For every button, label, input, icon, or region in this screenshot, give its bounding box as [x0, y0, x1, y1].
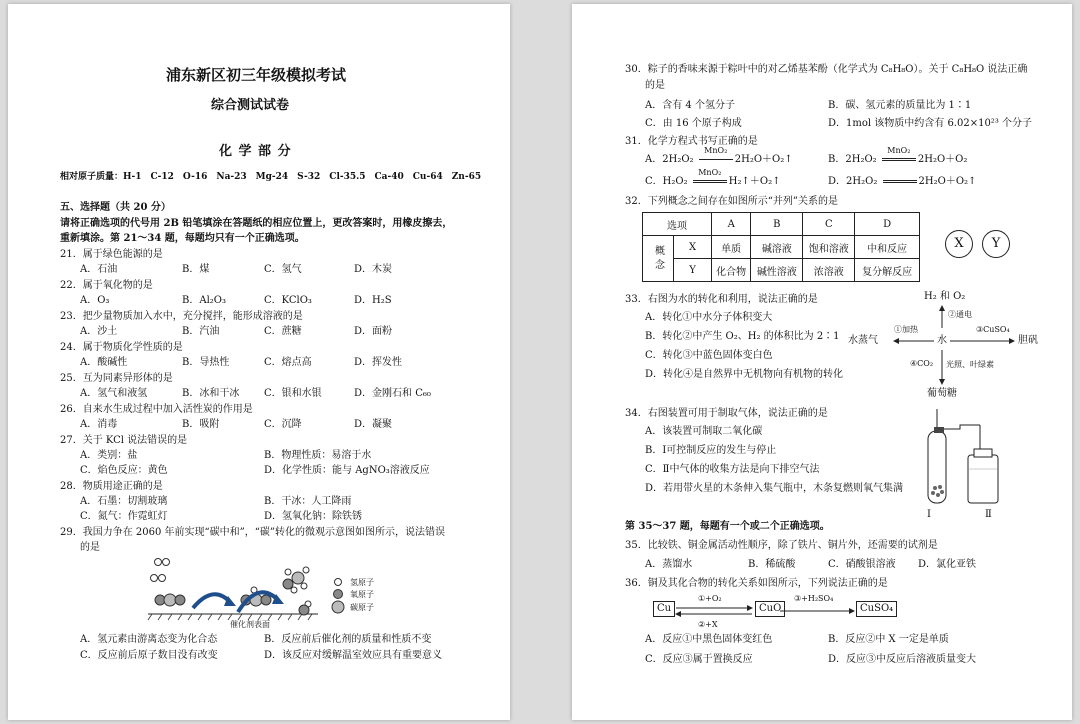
option-a: A．反应①中黑色固体变红色	[645, 634, 773, 645]
equation-option-c: C．H₂O₂ MnO₂ H₂↑＋O₂↑	[645, 168, 781, 187]
atomic-masses: 相对原子质量：H-1 C-12 O-16 Na-23 Mg-24 S-32 Cl-35.5 Ca-40 Cu-64 Zn-65	[60, 172, 482, 182]
table-header: B	[751, 213, 803, 236]
option-d: D．面粉	[354, 326, 393, 337]
option-a: A．沙土	[80, 326, 118, 337]
q29-diagram	[138, 556, 438, 628]
oxygen-atom	[283, 579, 293, 589]
label-II: Ⅱ	[985, 509, 992, 520]
section-title: 化 学 部 分	[219, 144, 292, 159]
arrow-label-2: ②通电	[948, 310, 972, 319]
option-c: C．转化③中蓝色固体变白色	[645, 350, 773, 361]
question-stem: 27．关于 KCl 说法错误的是	[60, 435, 188, 446]
equation-option-b: B．2H₂O₂ MnO₂ 2H₂O＋O₂	[828, 146, 968, 165]
water-arrows	[872, 302, 1052, 392]
table-cell: 碱溶液	[751, 236, 803, 259]
node-cu: Cu	[653, 601, 675, 617]
step-1-label: ①+O₂	[698, 594, 722, 603]
question-stem: 32．下列概念之间存在如图所示“并列”关系的是	[625, 196, 838, 207]
table-header: 选项	[643, 213, 712, 236]
option-a: A．消毒	[80, 419, 118, 430]
option-b: B．稀硫酸	[748, 559, 796, 570]
node-cuso4: CuSO₄	[856, 601, 897, 617]
option-a: A．石墨：切割玻璃	[80, 496, 168, 507]
question-stem: 31．化学方程式书写正确的是	[625, 136, 758, 147]
option-c: C．反应前后原子数目没有改变	[80, 650, 218, 661]
concept-label: 概念	[643, 236, 674, 282]
question-stem: 28．物质用途正确的是	[60, 481, 163, 492]
oxygen-atom	[175, 595, 185, 605]
question-stem: 35．比较铁、铜金属活动性顺序，除了铁片、铜片外，还需要的试剂是	[625, 540, 938, 551]
hydrogen-atom	[163, 559, 170, 566]
option-c: C．由 16 个原子构成	[645, 118, 742, 129]
option-a: A．石油	[80, 264, 118, 275]
option-a: A．O₃	[80, 295, 110, 306]
option-d: D．该反应对缓解温室效应具有重要意义	[264, 650, 443, 661]
arrow-label-4b: 光照、叶绿素	[946, 360, 994, 369]
question-stem: 34．右图装置可用于制取气体，说法正确的是	[625, 408, 828, 419]
legend-oxygen: 氧原子	[350, 590, 374, 599]
legend-carbon: 碳原子	[350, 603, 374, 612]
table-header: C	[803, 213, 855, 236]
option-b: B．汽油	[182, 326, 220, 337]
label-I: Ⅰ	[927, 509, 931, 520]
question-stem: 23．把少量物质加入水中，充分搅拌，能形成溶液的是	[60, 311, 303, 322]
option-d: D．反应③中反应后溶液质量变大	[828, 654, 977, 665]
hydrogen-atom	[291, 587, 297, 593]
option-c: C．银和水银	[264, 388, 322, 399]
stopper	[934, 427, 944, 433]
circle-x: X	[945, 230, 973, 258]
question-stem: 22．属于氧化物的是	[60, 280, 153, 291]
diagram-water: 水	[937, 335, 947, 346]
option-d: D．金刚石和 C₆₀	[354, 388, 431, 399]
question-stem: 26．自来水生成过程中加入活性炭的作用是	[60, 404, 253, 415]
part-title: 五、选择题（共 20 分）	[60, 202, 171, 213]
copper-chain-arrows	[672, 602, 862, 622]
concept-table	[642, 212, 920, 282]
diagram-glucose: 葡萄糖	[927, 388, 957, 399]
table-cell: 浓溶液	[803, 259, 855, 282]
question-stem: 30．粽子的香味来源于粽叶中的对乙烯基苯酚（化学式为 C₈H₈O）。关于 C₈H₈O 说法正确	[625, 64, 1028, 75]
option-b: B．碳、氢元素的质量比为 1∶1	[828, 100, 972, 111]
option-c: C．焰色反应：黄色	[80, 465, 168, 476]
option-b: B．反应②中 X 一定是单质	[828, 634, 949, 645]
question-stem-cont: 的是	[80, 542, 100, 553]
legend-carbon-swatch	[332, 601, 344, 613]
exam-title: 浦东新区初三年级模拟考试	[166, 66, 347, 84]
legend-hydrogen-swatch	[335, 579, 342, 586]
exam-page-right	[572, 4, 1072, 720]
option-d: D．凝聚	[354, 419, 393, 430]
gas-apparatus	[912, 409, 1032, 509]
option-b: B．冰和干冰	[182, 388, 240, 399]
hydrogen-atom	[303, 567, 309, 573]
option-b: B．Ⅰ可控制反应的发生与停止	[645, 445, 777, 456]
table-header: D	[855, 213, 920, 236]
table-cell: 饱和溶液	[803, 236, 855, 259]
option-b: B．干冰：人工降雨	[264, 496, 352, 507]
legend-oxygen-swatch	[334, 590, 343, 599]
table-cell: Y	[674, 259, 712, 282]
exam-subtitle: 综合测试试卷	[211, 98, 290, 113]
option-b: B．吸附	[182, 419, 220, 430]
question-stem: 36．铜及其化合物的转化关系如图所示，下列说法正确的是	[625, 578, 888, 589]
option-d: D．氯化亚铁	[918, 559, 977, 570]
option-d: D．木炭	[354, 264, 393, 275]
question-stem: 21．属于绿色能源的是	[60, 249, 163, 260]
table-cell: 中和反应	[855, 236, 920, 259]
equation-option-a: A．2H₂O₂ MnO₂ 2H₂O＋O₂↑	[645, 146, 793, 165]
gas-jar-II	[968, 455, 998, 503]
diagram-blue-vitriol: 胆矾	[1018, 335, 1038, 346]
option-c: C．KClO₃	[264, 295, 312, 306]
option-c: C．氢气	[264, 264, 302, 275]
option-b: B．煤	[182, 264, 210, 275]
option-a: A．类别：盐	[80, 450, 138, 461]
arrow-label-1: ①加热	[894, 325, 918, 334]
diagram-h2-o2: H₂ 和 O₂	[924, 291, 966, 302]
option-d: D．挥发性	[354, 357, 403, 368]
option-a: A．酸碱性	[80, 357, 128, 368]
hydrogen-atom	[159, 575, 166, 582]
hydrogen-atom	[155, 559, 162, 566]
arrow-label-3: ③CuSO₄	[976, 325, 1010, 334]
option-d: D．若用带火星的木条伸入集气瓶中，木条复燃则氧气集满	[645, 483, 904, 494]
part2-title: 第 35～37 题，每题有一个或二个正确选项。	[625, 521, 830, 532]
option-a: A．该装置可制取二氧化碳	[645, 426, 763, 437]
oxygen-atom	[261, 595, 271, 605]
hydrogen-atom	[301, 583, 307, 589]
option-b: B．反应前后催化剂的质量和性质不变	[264, 634, 432, 645]
legend-hydrogen: 氢原子	[350, 578, 374, 587]
table-cell: 碱性溶液	[751, 259, 803, 282]
option-c: C．氮气：作霓虹灯	[80, 511, 168, 522]
table-header: A	[712, 213, 751, 236]
option-c: C．反应③属于置换反应	[645, 654, 753, 665]
table-cell: X	[674, 236, 712, 259]
option-c: C．沉降	[264, 419, 302, 430]
exam-page-left	[8, 4, 510, 720]
table-cell: 化合物	[712, 259, 751, 282]
delivery-tube	[944, 425, 980, 429]
option-b: B．Al₂O₃	[182, 295, 226, 306]
option-d: D．1mol 该物质中约含有 6.02×10²³ 个分子	[828, 118, 1033, 129]
option-b: B．导热性	[182, 357, 230, 368]
option-c: C．蔗糖	[264, 326, 302, 337]
option-a: A．氢元素由游离态变为化合态	[80, 634, 218, 645]
hydrogen-atom	[285, 569, 291, 575]
option-a: A．蒸馏水	[645, 559, 693, 570]
diagram-steam: 水蒸气	[848, 335, 878, 346]
option-a: A．转化①中水分子体积变大	[645, 312, 773, 323]
option-b: B．转化②中产生 O₂、H₂ 的体积比为 2∶1	[645, 331, 840, 342]
option-d: D．转化④是自然界中无机物向有机物的转化	[645, 369, 844, 380]
catalyst-caption: 催化剂表面	[230, 620, 270, 629]
hydrogen-atom	[151, 575, 158, 582]
option-b: B．物理性质：易溶于水	[264, 450, 372, 461]
question-stem: 25．互为同素异形体的是	[60, 373, 173, 384]
equation-option-d: D．2H₂O₂ 2H₂O＋O₂↑	[828, 176, 977, 187]
carbon-atom	[164, 594, 176, 606]
option-d: D．化学性质：能与 AgNO₃溶液反应	[264, 465, 430, 476]
question-stem: 29．我国力争在 2060 年前实现“碳中和”，“碳”转化的微观示意图如图所示，说法错误	[60, 527, 445, 538]
option-c: C．Ⅱ中气体的收集方法是向下排空气法	[645, 464, 820, 475]
table-cell: 单质	[712, 236, 751, 259]
option-d: D．氢氧化钠：除铁锈	[264, 511, 363, 522]
table-cell: 复分解反应	[855, 259, 920, 282]
node-cuo: CuO	[755, 601, 785, 617]
arrow-label-4: ④CO₂	[910, 359, 934, 368]
carbon-atom	[292, 572, 304, 584]
question-stem: 33．右图为水的转化和利用，说法正确的是	[625, 294, 818, 305]
option-a: A．含有 4 个氢分子	[645, 100, 735, 111]
option-a: A．氢气和液氢	[80, 388, 148, 399]
question-stem-cont: 的是	[645, 80, 665, 91]
jar-neck	[974, 449, 992, 457]
circle-y: Y	[982, 230, 1010, 258]
question-stem: 24．属于物质化学性质的是	[60, 342, 183, 353]
instructions-line-1: 请将正确选项的代号用 2B 铅笔填涂在答题纸的相应位置上，更改答案时，用橡皮擦去，	[60, 218, 453, 229]
step-2-label: ②+X	[698, 620, 718, 629]
step-3-label: ③+H₂SO₄	[794, 594, 834, 603]
option-c: C．熔点高	[264, 357, 312, 368]
instructions-line-2: 重新填涂。第 21～34 题，每题均只有一个正确选项。	[60, 233, 305, 244]
option-d: D．H₂S	[354, 295, 392, 306]
option-c: C．硝酸银溶液	[828, 559, 896, 570]
oxygen-atom	[299, 605, 309, 615]
